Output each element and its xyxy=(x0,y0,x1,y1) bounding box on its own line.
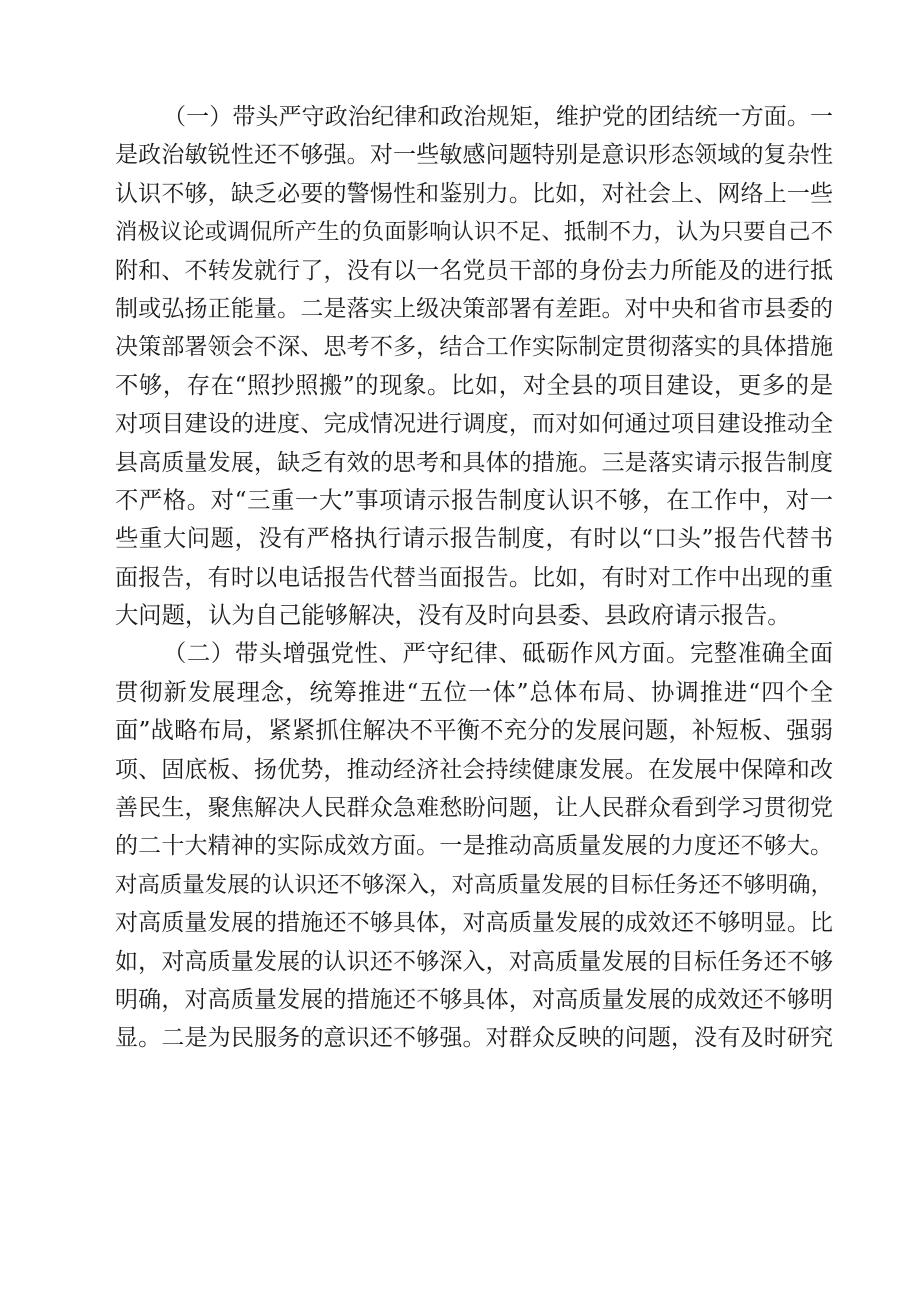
text-line: 面”战略布局，紧紧抓住解决不平衡不充分的发展问题，补短板、强弱 xyxy=(115,717,833,745)
text-line: 的二十大精神的实际成效方面。一是推动高质量发展的力度还不够大。 xyxy=(115,833,833,860)
text-line: 对项目建设的进度、完成情况进行调度，而对如何通过项目建设推动全 xyxy=(115,411,833,438)
text-line: 显。二是为民服务的意识还不够强。对群众反映的问题，没有及时研究 xyxy=(115,1025,833,1052)
text-line: 善民生，聚焦解决人民群众急难愁盼问题，让人民群众看到学习贯彻党 xyxy=(115,795,833,822)
text-line: 面报告，有时以电话报告代替当面报告。比如，有时对工作中出现的重 xyxy=(115,564,833,591)
text-line: 项、固底板、扬优势，推动经济社会持续健康发展。在发展中保障和改 xyxy=(115,756,833,783)
text-line: 些重大问题，没有严格执行请示报告制度，有时以“口头”报告代替书 xyxy=(115,525,833,553)
paragraph-1 xyxy=(115,98,833,635)
text-line: 对高质量发展的认识还不够深入，对高质量发展的目标任务还不够明确， xyxy=(115,871,833,898)
text-line: 对高质量发展的措施还不够具体，对高质量发展的成效还不够明显。比 xyxy=(115,910,833,937)
text-line: 制或弘扬正能量。二是落实上级决策部署有差距。对中央和省市县委的 xyxy=(115,295,833,322)
text-line: 附和、不转发就行了，没有以一名党员干部的身份去力所能及的进行抵 xyxy=(115,257,833,284)
paragraph-2 xyxy=(115,635,833,1057)
text-line: 消极议论或调侃所产生的负面影响认识不足、抵制不力，认为只要自己不 xyxy=(115,219,833,246)
text-line: 大问题，认为自己能够解决，没有及时向县委、县政府请示报告。 xyxy=(115,602,791,630)
text-line: （一）带头严守政治纪律和政治规矩，维护党的团结统一方面。一 xyxy=(163,104,833,130)
text-line: 不够，存在“照抄照搬”的现象。比如，对全县的项目建设，更多的是 xyxy=(115,371,833,399)
text-line: 明确，对高质量发展的措施还不够具体，对高质量发展的成效还不够明 xyxy=(115,986,833,1013)
text-line: （二）带头增强党性、严守纪律、砥砺作风方面。完整准确全面 xyxy=(163,640,833,668)
text-line: 认识不够，缺乏必要的警惕性和鉴别力。比如，对社会上、网络上一些 xyxy=(115,180,833,207)
document-page xyxy=(115,98,833,1058)
text-line: 决策部署领会不深、思考不多，结合工作实际制定贯彻落实的具体措施 xyxy=(115,334,833,361)
text-line: 县高质量发展，缺乏有效的思考和具体的措施。三是落实请示报告制度 xyxy=(115,449,833,476)
text-line: 贯彻新发展理念，统筹推进“五位一体”总体布局、协调推进“四个全 xyxy=(115,678,833,706)
text-line: 不严格。对“三重一大”事项请示报告制度认识不够，在工作中，对一 xyxy=(115,486,833,514)
text-line: 是政治敏锐性还不够强。对一些敏感问题特别是意识形态领域的复杂性 xyxy=(115,142,833,169)
text-line: 如，对高质量发展的认识还不够深入，对高质量发展的目标任务还不够 xyxy=(115,948,833,975)
